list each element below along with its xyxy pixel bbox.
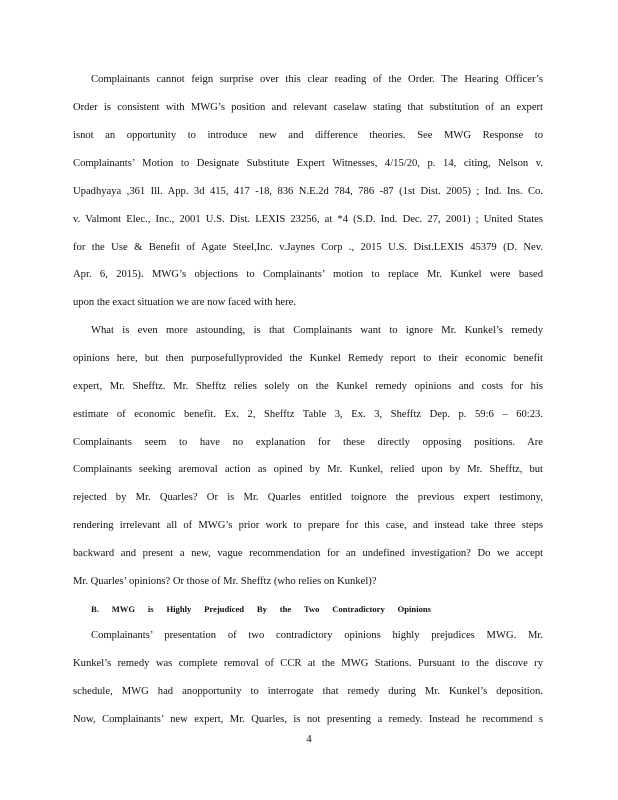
text-line: for the Use & Benefit of Agate Steel,Inc. v.Jaynes Corp ., 2015 U.S. Dist.LEXIS 45379 (D. Nev. xyxy=(73,242,543,253)
text-line: Complainants seem to have no explanation for these directly opposing positions. Are xyxy=(73,437,543,448)
text-line: Upadhyaya ,361 Ill. App. 3d 415, 417 -18, 836 N.E.2d 784, 786 -87 (1st Dist. 2005) ; Ind. Ins. Co. xyxy=(73,186,543,197)
text-line: rendering irrelevant all of MWG’s prior work to prepare for this case, and instead take three steps xyxy=(73,520,543,531)
text-line: Order is consistent with MWG’s position and relevant caselaw stating that substitution of an expert xyxy=(73,102,543,113)
text-line: expert, Mr. Shefftz. Mr. Shefftz relies solely on the Kunkel remedy opinions and costs for his xyxy=(73,381,543,392)
text-line: Mr. Quarles’ opinions? Or those of Mr. Shefftz (who relies on Kunkel)? xyxy=(73,576,377,587)
section-heading: B. MWG is Highly Prejudiced By the Two Contradictory Opinions xyxy=(91,604,431,614)
text-line: estimate of economic benefit. Ex. 2, Shefftz Table 3, Ex. 3, Shefftz Dep. p. 59:6 – 60:23. xyxy=(73,409,543,420)
text-line: upon the exact situation we are now faced with here. xyxy=(73,297,296,308)
text-line: Complainants’ presentation of two contradictory opinions highly prejudices MWG. Mr. xyxy=(91,630,543,641)
text-line: What is even more astounding, is that Complainants want to ignore Mr. Kunkel’s remedy xyxy=(91,325,543,336)
text-line: Complainants seeking aremoval action as opined by Mr. Kunkel, relied upon by Mr. Shefftz, but xyxy=(73,464,543,475)
text-line: isnot an opportunity to introduce new and difference theories. See MWG Response to xyxy=(73,130,543,141)
text-line: opinions here, but then purposefullyprovided the Kunkel Remedy report to their economic benefit xyxy=(73,353,543,364)
text-line: Kunkel’s remedy was complete removal of CCR at the MWG Stations. Pursuant to the discove ry xyxy=(73,658,543,669)
text-line: Apr. 6, 2015). MWG’s objections to Complainants’ motion to replace Mr. Kunkel were based xyxy=(73,269,543,280)
text-line: Complainants’ Motion to Designate Substitute Expert Witnesses, 4/15/20, p. 14, citing, Nelson v. xyxy=(73,158,543,169)
text-line: Complainants cannot feign surprise over this clear reading of the Order. The Hearing Officer’s xyxy=(91,74,543,85)
text-line: schedule, MWG had anopportunity to interrogate that remedy during Mr. Kunkel’s deposition. xyxy=(73,686,543,697)
text-line: backward and present a new, vague recommendation for an undefined investigation? Do we accept xyxy=(73,548,543,559)
text-line: Now, Complainants’ new expert, Mr. Quarles, is not presenting a remedy. Instead he recommend s xyxy=(73,714,543,725)
text-line: v. Valmont Elec., Inc., 2001 U.S. Dist. LEXIS 23256, at *4 (S.D. Ind. Dec. 27, 2001) ; United States xyxy=(73,214,543,225)
text-line: rejected by Mr. Quarles? Or is Mr. Quarles entitled toignore the previous expert testimony, xyxy=(73,492,543,503)
page-number: 4 xyxy=(306,734,312,745)
